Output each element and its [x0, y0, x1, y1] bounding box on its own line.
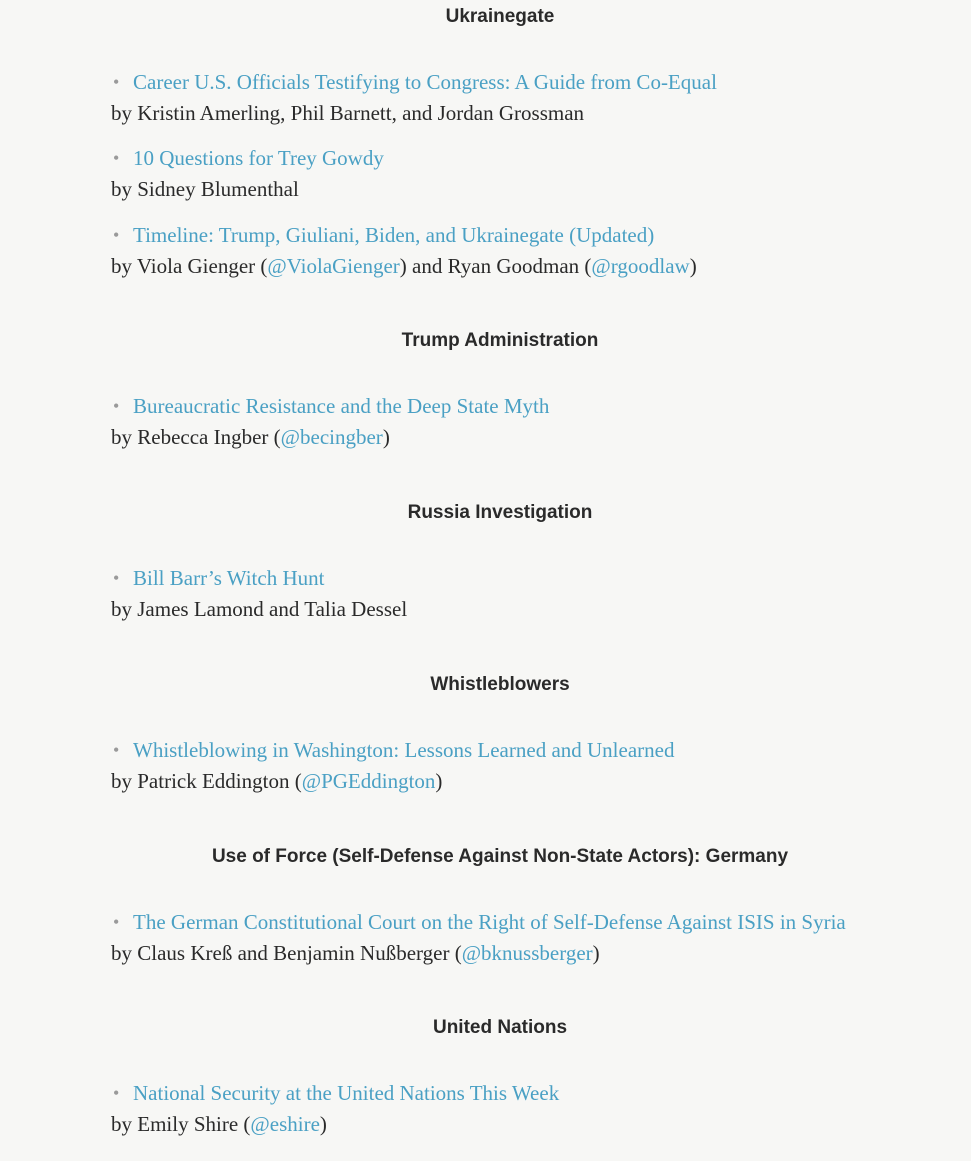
section-title-ukrainegate: Ukrainegate [445, 6, 555, 27]
byline: by Kristin Amerling, Phil Barnett, and Jordan Grossman [111, 101, 585, 125]
article-link[interactable]: Whistleblowing in Washington: Lessons Learned and Unlearned [133, 738, 675, 762]
byline: by James Lamond and Talia Dessel [111, 597, 408, 621]
author-handle-link[interactable]: @becingber [280, 425, 383, 449]
article-link[interactable]: Bureaucratic Resistance and the Deep State Myth [133, 394, 550, 418]
section-title-use-of-force: Use of Force (Self-Defense Against Non-State Actors): Germany [211, 846, 789, 867]
byline-text: by Claus Kreß and Benjamin Nußberger ( [111, 941, 462, 965]
bullet: • [113, 1083, 120, 1103]
byline-text: ) and Ryan Goodman ( [399, 254, 592, 278]
author-handle-link[interactable]: @PGEddington [301, 769, 436, 793]
byline-text: by Patrick Eddington ( [111, 769, 302, 793]
byline-text: ) [382, 425, 390, 449]
article-link[interactable]: 10 Questions for Trey Gowdy [133, 146, 384, 170]
bullet: • [113, 740, 120, 760]
author-handle-link[interactable]: @eshire [250, 1112, 320, 1136]
author-handle-link[interactable]: @rgoodlaw [591, 254, 690, 278]
byline-text: ) [592, 941, 600, 965]
section-title-whistleblowers: Whistleblowers [430, 674, 570, 695]
section-title-russia-investigation: Russia Investigation [407, 502, 593, 523]
article-link[interactable]: Bill Barr’s Witch Hunt [133, 566, 325, 590]
article-link[interactable]: Timeline: Trump, Giuliani, Biden, and Ukrainegate (Updated) [133, 223, 655, 247]
byline [111, 1109, 327, 1139]
byline-text: ) [435, 769, 443, 793]
byline-text: ) [319, 1112, 327, 1136]
byline-text: by Emily Shire ( [111, 1112, 251, 1136]
article-link[interactable]: Career U.S. Officials Testifying to Congress: A Guide from Co-Equal [133, 70, 717, 94]
author-handle-link[interactable]: @ViolaGienger [267, 254, 400, 278]
byline [111, 938, 600, 968]
byline [111, 422, 390, 452]
byline-text: ) [689, 254, 697, 278]
section-title-trump-administration: Trump Administration [401, 330, 599, 351]
byline: by Sidney Blumenthal [111, 177, 299, 201]
bullet: • [113, 912, 120, 932]
byline [111, 766, 442, 796]
byline [111, 251, 697, 281]
bullet: • [113, 148, 120, 168]
bullet: • [113, 72, 120, 92]
bullet: • [113, 396, 120, 416]
bullet: • [113, 568, 120, 588]
byline-text: by Rebecca Ingber ( [111, 425, 281, 449]
byline-text: by Viola Gienger ( [111, 254, 268, 278]
article-link[interactable]: National Security at the United Nations This Week [133, 1081, 560, 1105]
article-link[interactable]: The German Constitutional Court on the Right of Self-Defense Against ISIS in Syria [133, 910, 846, 934]
author-handle-link[interactable]: @bknussberger [461, 941, 593, 965]
bullet: • [113, 225, 120, 245]
section-title-united-nations: United Nations [432, 1017, 568, 1038]
